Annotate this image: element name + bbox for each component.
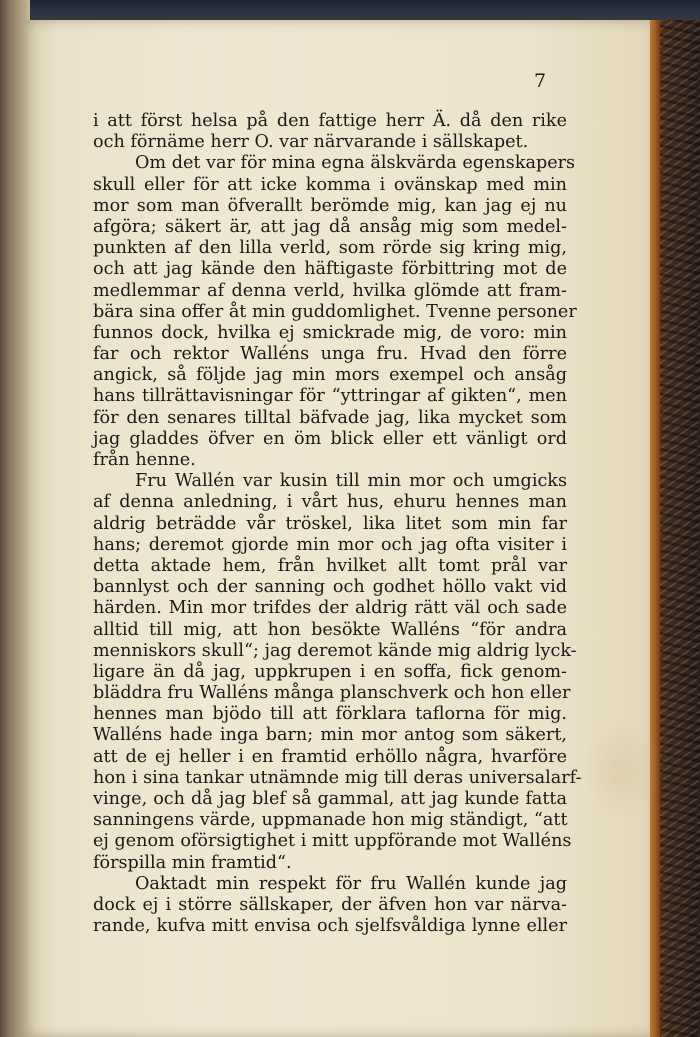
text-line: Om det var för mina egna älskvärda egenskapers	[135, 153, 576, 174]
text-line: bära sina offer åt min guddomlighet. Tvenne personer	[93, 301, 577, 322]
text-line: hans; deremot gjorde min mor och jag ofta visiter i	[93, 534, 567, 555]
text-line: från henne.	[93, 450, 196, 470]
text-line: härden. Min mor trifdes der aldrig rätt väl och sade	[93, 598, 567, 619]
text-line: och förnäme herr O. var närvarande i sällskapet.	[93, 132, 529, 153]
text-line: afgöra; säkert är, att jag då ansåg mig som medel-	[93, 216, 567, 237]
text-line: hans tillrättavisningar för “yttringar af gikten“, men	[93, 386, 567, 407]
text-line: och att jag kände den häftigaste förbittring mot de	[93, 259, 567, 280]
text-line: af denna anledning, i vårt hus, ehuru hennes man	[93, 492, 567, 513]
top-cover-strip	[0, 0, 700, 22]
text-line: detta aktade hem, från hvilket allt tomt prål var	[93, 555, 567, 576]
text-line: rande, kufva mitt envisa och sjelfsvåldiga lynne eller	[93, 916, 567, 937]
text-line: hennes man bjödo till att förklara taflorna för mig.	[93, 704, 567, 725]
text-line: vinge, och då jag blef så gammal, att jag kunde fatta	[93, 789, 567, 809]
paper-stain	[582, 720, 662, 820]
text-line: dock ej i större sällskaper, der äfven hon var närva-	[93, 894, 567, 915]
text-line: Oaktadt min respekt för fru Wallén kunde jag	[135, 873, 567, 894]
text-line: att de ej heller i en framtid erhöllo några, hvarföre	[93, 746, 567, 767]
page-number: 7	[534, 70, 547, 92]
text-line: medlemmar af denna verld, hvilka glömde att fram-	[93, 280, 567, 301]
text-line: ligare än då jag, uppkrupen i en soffa, fick genom-	[93, 661, 567, 682]
text-line: i att först helsa på den fattige herr Ä. då den rike	[93, 111, 567, 131]
text-line: bläddra fru Walléns många planschverk och hon eller	[93, 683, 571, 704]
text-line: jag gladdes öfver en öm blick eller ett vänligt ord	[93, 428, 567, 449]
text-line: funnos dock, hvilka ej smickrade mig, de voro: min	[93, 322, 567, 343]
text-line: alltid till mig, att hon besökte Walléns “för andra	[93, 619, 567, 640]
text-line: far och rektor Walléns unga fru. Hvad den förre	[93, 344, 567, 365]
text-line: aldrig beträdde vår tröskel, lika litet som min far	[93, 513, 567, 534]
text-line: skull eller för att icke komma i ovänskap med min	[93, 174, 567, 195]
text-line: Walléns hade inga barn; min mor antog som säkert,	[93, 725, 567, 746]
text-line: för den senares tilltal bäfvade jag, lika mycket som	[93, 407, 567, 428]
text-line: punkten af den lilla verld, som rörde sig kring mig,	[93, 238, 567, 259]
body-text	[93, 111, 582, 937]
text-line: mor som man öfverallt berömde mig, kan jag ej nu	[93, 195, 567, 216]
text-line: bannlyst och der sanning och godhet höllo vakt vid	[93, 577, 567, 598]
text-line: sanningens värde, uppmanade hon mig ständigt, “att	[93, 810, 568, 831]
text-line: angick, så följde jag min mors exempel och ansåg	[93, 365, 567, 386]
text-line: hon i sina tankar utnämnde mig till deras universalarf-	[93, 767, 582, 788]
text-line: förspilla min framtid“.	[93, 852, 292, 873]
text-line: ej genom oförsigtighet i mitt uppförande mot Walléns	[93, 831, 572, 852]
text-line: Fru Wallén var kusin till min mor och umgicks	[135, 471, 567, 492]
text-line: menniskors skull“; jag deremot kände mig aldrig lyck-	[93, 640, 577, 661]
